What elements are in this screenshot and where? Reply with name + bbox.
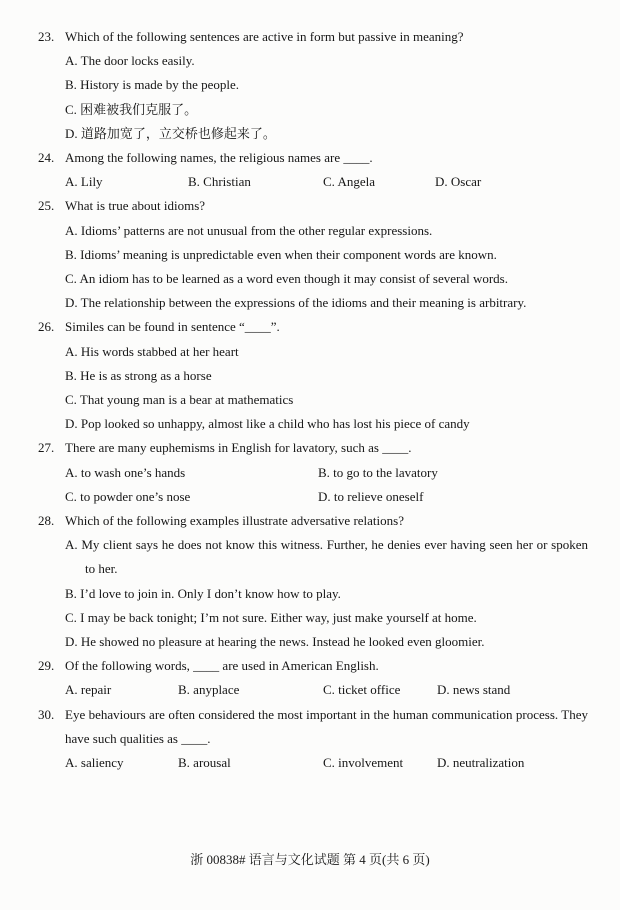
question-26-options — [38, 340, 588, 437]
question-25 — [38, 194, 588, 315]
question-text: Of the following words, ____ are used in American English. — [65, 658, 379, 674]
question-30-options — [38, 751, 588, 775]
question-27-head — [38, 436, 588, 460]
option-c: C. to powder one’s nose — [65, 488, 191, 504]
question-29 — [38, 654, 588, 702]
option-d: D. Oscar — [435, 174, 482, 190]
question-text: Which of the following sentences are active in form but passive in meaning? — [65, 29, 464, 44]
question-30-head — [38, 703, 588, 751]
question-30 — [38, 703, 588, 776]
option-c: C. ticket office — [323, 682, 401, 698]
question-number: 26. — [38, 319, 55, 335]
question-number: 23. — [38, 29, 55, 44]
option-a: A. Idioms’ patterns are not unusual from the other regular expressions. — [65, 222, 433, 238]
option-a: A. repair — [65, 682, 112, 698]
option-c: C. involvement — [323, 755, 404, 771]
option-a: A. The door locks easily. — [65, 53, 195, 69]
question-26 — [38, 315, 588, 436]
question-25-head — [38, 194, 588, 218]
option-c: C. An idiom has to be learned as a word even though it may consist of several words. — [65, 271, 508, 287]
option-a: A. to wash one’s hands — [65, 464, 186, 480]
option-c: C. Angela — [323, 174, 375, 190]
option-a: A. My client says he does not know this witness. Further, he denies ever having seen her or spoken to her. — [65, 537, 588, 577]
question-24-head — [38, 146, 588, 170]
question-text: Eye behaviours are often considered the most important in the human communication process. They have such qualities as ____. — [65, 706, 588, 746]
option-b: B. Idioms’ meaning is unpredictable even when their component words are known. — [65, 246, 497, 262]
questions-area — [38, 25, 588, 775]
question-number: 29. — [38, 658, 55, 674]
option-b: B. to go to the lavatory — [318, 464, 438, 480]
question-28-options — [38, 533, 588, 654]
option-d: D. to relieve oneself — [318, 488, 424, 504]
option-d: D. He showed no pleasure at hearing the news. Instead he looked even gloomier. — [65, 634, 485, 650]
option-b: B. Christian — [188, 174, 251, 190]
question-24 — [38, 146, 588, 194]
question-23 — [38, 25, 588, 146]
question-number: 28. — [38, 513, 55, 529]
question-27 — [38, 436, 588, 509]
question-28 — [38, 509, 588, 654]
question-text: Which of the following examples illustrate adversative relations? — [65, 513, 404, 529]
option-d: D. neutralization — [437, 755, 525, 771]
option-d: D. Pop looked so unhappy, almost like a child who has lost his piece of candy — [65, 416, 470, 432]
question-28-head — [38, 509, 588, 533]
question-25-options — [38, 219, 588, 316]
option-b: B. anyplace — [178, 682, 240, 698]
option-c: C. 困难被我们克服了。 — [65, 101, 198, 117]
question-number: 24. — [38, 150, 55, 166]
question-27-options-row-1 — [38, 461, 588, 485]
question-27-options-row-2 — [38, 485, 588, 509]
option-d: D. 道路加宽了，立交桥也修起来了。 — [65, 125, 276, 141]
question-number: 30. — [38, 706, 55, 722]
option-b: B. History is made by the people. — [65, 77, 240, 93]
option-a: A. His words stabbed at her heart — [65, 343, 239, 359]
question-26-head — [38, 315, 588, 339]
option-c: C. That young man is a bear at mathematics — [65, 392, 294, 408]
option-d: D. The relationship between the expressions of the idioms and their meaning is arbitrary. — [65, 295, 527, 311]
question-text: Similes can be found in sentence “____”. — [65, 319, 280, 335]
question-23-options — [38, 49, 588, 146]
question-number: 25. — [38, 198, 55, 214]
option-c: C. I may be back tonight; I’m not sure. Either way, just make yourself at home. — [65, 609, 477, 625]
question-number: 27. — [38, 440, 55, 456]
option-a: A. Lily — [65, 174, 103, 190]
option-b: B. arousal — [178, 755, 231, 771]
page-footer: 浙 00838# 语言与文化试题 第 4 页(共 6 页) — [190, 852, 430, 867]
question-text: There are many euphemisms in English for lavatory, such as ____. — [65, 440, 412, 456]
question-24-options — [38, 170, 588, 194]
question-29-head — [38, 654, 588, 678]
option-b: B. I’d love to join in. Only I don’t know how to play. — [65, 585, 341, 601]
question-29-options — [38, 678, 588, 702]
option-d: D. news stand — [437, 682, 511, 698]
question-text: What is true about idioms? — [65, 198, 206, 214]
option-b: B. He is as strong as a horse — [65, 367, 212, 383]
question-text: Among the following names, the religious names are ____. — [65, 150, 373, 166]
question-23-head — [38, 25, 588, 49]
option-a: A. saliency — [65, 755, 124, 771]
